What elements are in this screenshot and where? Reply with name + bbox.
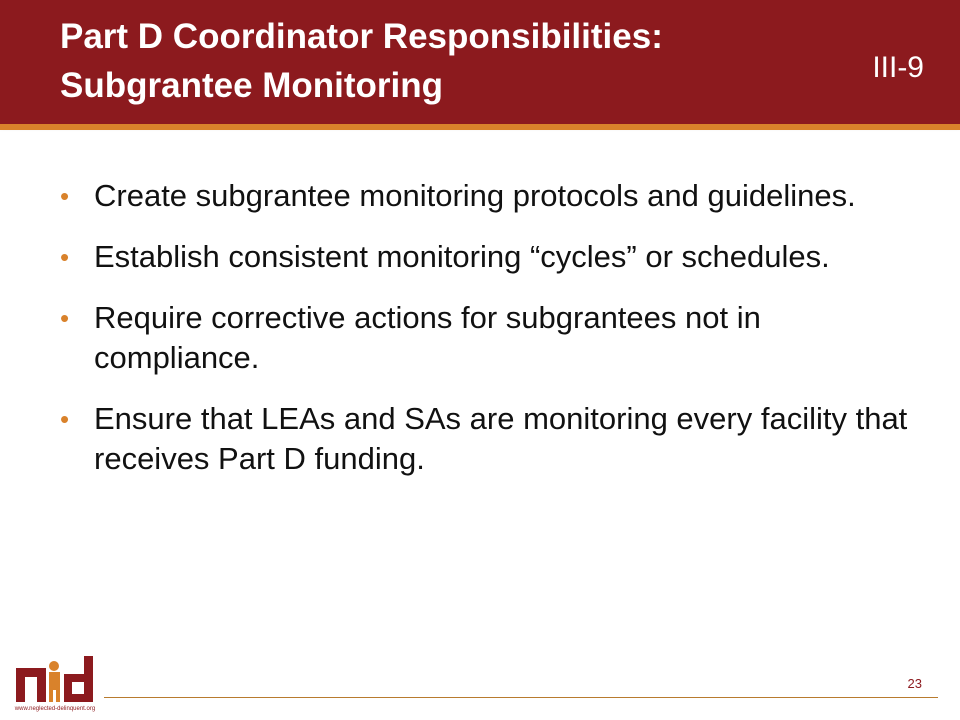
- section-code: III-9: [872, 51, 924, 84]
- bullet-icon: •: [60, 404, 70, 434]
- slide-title: [60, 12, 820, 110]
- bullet-item: [60, 237, 910, 277]
- bullet-text: Require corrective actions for subgrantees not in compliance.: [94, 300, 761, 375]
- bullet-item: [60, 399, 910, 479]
- bullet-text: Ensure that LEAs and SAs are monitoring every facility that receives Part D funding.: [94, 401, 908, 476]
- bullet-item: [60, 298, 910, 378]
- bullet-list: [60, 176, 910, 500]
- bullet-text: Create subgrantee monitoring protocols and guidelines.: [94, 178, 856, 213]
- bullet-icon: •: [60, 181, 70, 211]
- nd-logo: [14, 654, 96, 716]
- title-bar-accent-stripe: [0, 124, 960, 130]
- bullet-icon: •: [60, 303, 70, 333]
- slide-title-line-1: Part D Coordinator Responsibilities:: [60, 17, 663, 56]
- bullet-icon: •: [60, 242, 70, 272]
- slide-title-line-2: Subgrantee Monitoring: [60, 66, 444, 105]
- page-number: 23: [907, 676, 922, 691]
- bullet-item: [60, 176, 910, 216]
- footer-divider: [104, 697, 938, 698]
- logo-url: www.neglected-delinquent.org: [14, 706, 96, 712]
- bullet-text: Establish consistent monitoring “cycles” or schedules.: [94, 239, 830, 274]
- nd-logo-icon: [14, 654, 96, 706]
- title-bar: [0, 0, 960, 124]
